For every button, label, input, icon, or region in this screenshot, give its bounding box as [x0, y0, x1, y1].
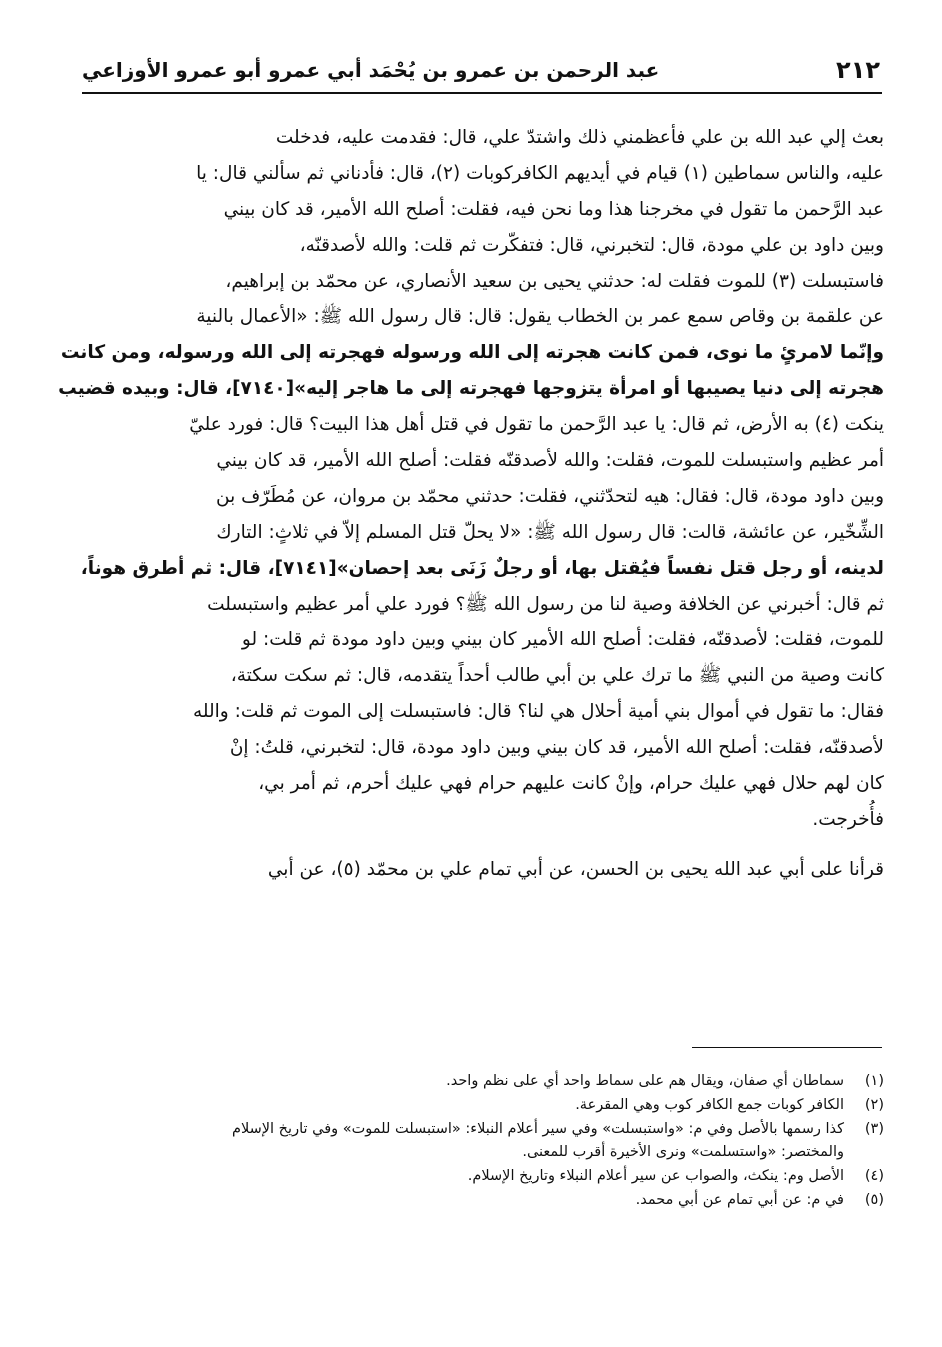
footnote-item [84, 1094, 884, 1118]
footnote-number: (٣) [864, 1120, 884, 1137]
footnote-number: (٤) [864, 1168, 884, 1185]
footnote-text: في م: عن أبي تمام عن أبي محمد. [635, 1191, 844, 1208]
footnote-item [84, 1118, 884, 1142]
text-line: فقال: ما تقول في أموال بني أمية أحلال هي لنا؟ قال: فاستبسلت إلى الموت ثم قلت: والله [192, 701, 884, 723]
running-title: عبد الرحمن بن عمرو بن يُحْمَد أبي عمرو أبو عمرو الأوزاعي [82, 58, 660, 82]
footnote-text: كذا رسمها بالأصل وفي م: «واستبسلت» وفي سير أعلام النبلاء: «استبسلت للموت» وفي تاريخ الإسلام [232, 1120, 844, 1137]
text-line: فأُخرجت. [812, 808, 884, 830]
text-line: لأصدقنّه، فقلت: أصلح الله الأمير، قد كان بيني وبين داود مودة، قال: لتخبرني، قلتُ: إنْ [229, 737, 884, 759]
footnote-item [84, 1189, 884, 1213]
text-line: وبين داود مودة، قال: فقال: هيه لتحدّثني، فقلت: حدثني محمّد بن مروان، عن مُطَرّف بن [216, 485, 884, 507]
footnote-number: (١) [864, 1073, 884, 1089]
main-text [58, 120, 884, 888]
page-header [82, 52, 882, 94]
footnote-number: (٢) [864, 1096, 884, 1113]
text-line: عبد الرَّحمن ما تقول في مخرجنا هذا وما نحن فيه، فقلت: أصلح الله الأمير، قد كان بيني [223, 198, 884, 220]
text-line: عليه، والناس سماطين (١) قيام في أيديهم الكافركوبات (٢)، قال: فأدناني ثم سألني قال: يا [196, 162, 884, 184]
text-line: كانت وصية من النبي ﷺ ما ترك علي بن أبي طالب أحداً يتقدمه، قال: ثم سكت سكتة، [230, 665, 884, 687]
text-line: للموت، فقلت: لأصدقنّه، فقلت: أصلح الله الأمير كان بيني وبين داود مودة ثم قلت: لو [241, 629, 884, 651]
text-line: ثم قال: أخبرني عن الخلافة وصية لنا من رسول الله ﷺ؟ فورد علي أمر عظيم واستبسلت [207, 593, 884, 615]
hadith-line: وإنّما لامرئٍ ما نوى، فمن كانت هجرته إلى الله ورسوله فهجرته إلى الله ورسوله، ومن كانت [60, 342, 884, 364]
text-line: فاستبسلت (٣) للموت فقلت له: حدثني يحيى بن سعيد الأنصاري، عن محمّد بن إبراهيم، [225, 270, 884, 292]
footnote-continuation: والمختصر: «واستسلمت» ونرى الأخيرة أقرب للمعنى. [522, 1144, 844, 1161]
footnote-divider [692, 1047, 882, 1048]
text-line: أمر عظيم واستبسلت للموت، فقلت: والله لأصدقنّه فقلت: أصلح الله الأمير، قد كان بيني [216, 450, 884, 472]
text-line: ينكت (٤) به الأرض، ثم قال: يا عبد الرَّحمن ما تقول في قتل أهل هذا البيت؟ قال: فورد عليّ [189, 414, 884, 436]
page-number: ٢١٢ [836, 56, 880, 84]
paragraph-gap [84, 838, 884, 852]
hadith-line: هجرته إلى دنيا يصيبها أو امرأة يتزوجها فهجرته إلى ما هاجر إليه»[٧١٤٠]، قال: وبيده قضيب [58, 378, 884, 400]
footnote-item [84, 1070, 884, 1094]
paragraph-line: قرأنا على أبي عبد الله يحيى بن الحسن، عن أبي تمام علي بن محمّد (٥)، عن أبي [267, 858, 884, 880]
footnote-number: (٥) [864, 1191, 884, 1208]
footnote-item [84, 1165, 884, 1189]
footnote-text: الأصل وم: ينكث، والصواب عن سير أعلام النبلاء وتاريخ الإسلام. [467, 1168, 844, 1185]
footnotes [84, 1070, 884, 1213]
text-line: بعث إلي عبد الله بن علي فأعظمني ذلك واشتدّ علي، قال: فقدمت عليه، فدخلت [275, 127, 884, 148]
text-line: كان لهم حلال فهي عليك حرام، وإنْ كانت عليهم حرام فهي عليك أحرم، ثم أمر بي، [258, 773, 884, 795]
hadith-line: لدينه، أو رجل قتل نفساً فيُقتل بها، أو رجلٌ زَنَى بعد إحصان»[٧١٤١]، قال: ثم أطرق هوناً، [80, 557, 884, 579]
text-line: الشِّخّير، عن عائشة، قالت: قال رسول الله ﷺ: «لا يحلّ قتل المسلم إلاّ في ثلاثٍ: التارك [216, 521, 884, 543]
footnote-text: سماطان أي صفان، ويقال هم على سماط واحد أي على نظم واحد. [446, 1073, 844, 1089]
text-line: وبين داود بن علي مودة، قال: لتخبرني، قال: فتفكّرت ثم قلت: والله لأصدقنّه، [299, 234, 884, 256]
text-line: عن علقمة بن وقاص سمع عمر بن الخطاب يقول: قال: قال رسول الله ﷺ: «الأعمال بالنية [196, 306, 884, 328]
footnote-text: الكافر كوبات جمع الكافر كوب وهي المقرعة. [575, 1096, 844, 1113]
